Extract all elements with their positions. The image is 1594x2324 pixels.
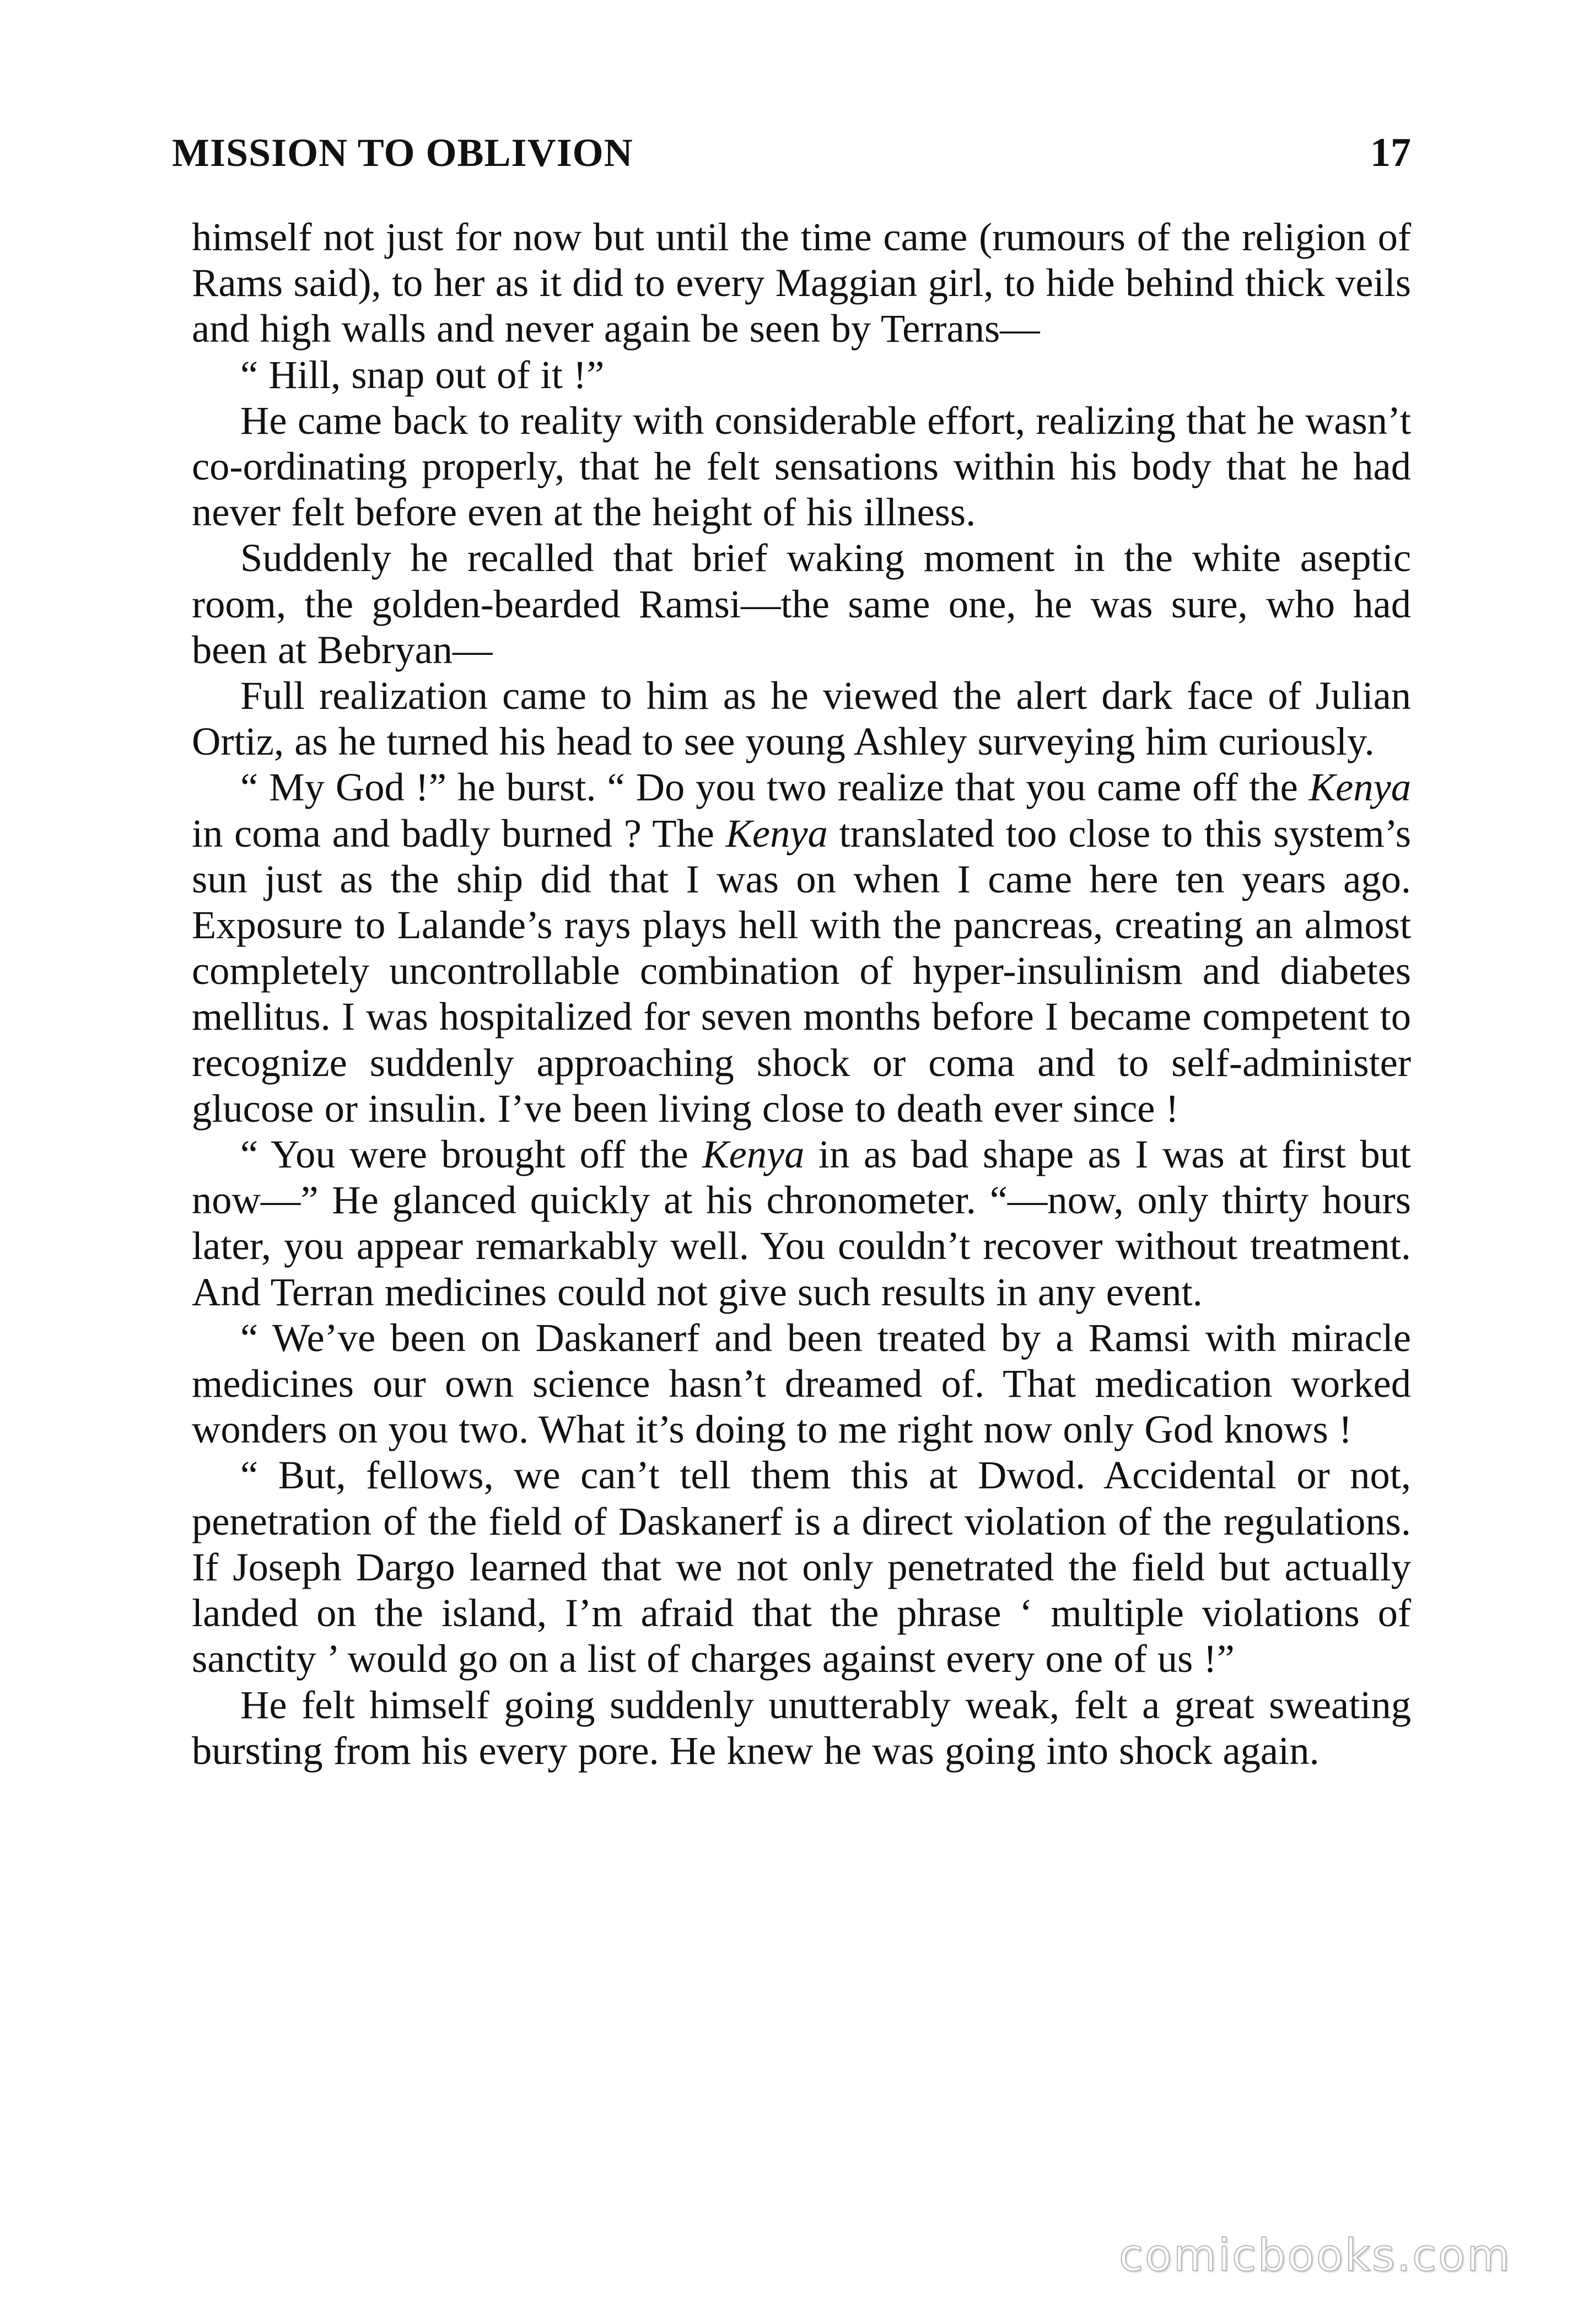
paragraph	[192, 1452, 1411, 1681]
paragraph	[192, 1131, 1411, 1315]
running-title: MISSION TO OBLIVION	[172, 131, 633, 175]
italic-text: Kenya	[702, 1132, 805, 1177]
italic-text: Kenya	[725, 810, 828, 856]
paragraph-text: himself not just for now but until the time came (rumours of the religion of Rams said), to her as it did to every Maggian girl, to hide behind thick veils and high walls and never again be seen by Terrans—	[192, 214, 1411, 351]
paragraph-text: “ You were brought off the	[240, 1132, 703, 1177]
paragraph	[192, 535, 1411, 673]
watermark: comicbooks.com	[1118, 2230, 1511, 2281]
paragraph-text: in coma and badly burned ? The	[192, 810, 726, 856]
paragraph	[192, 397, 1411, 535]
paragraph-text: “ Hill, snap out of it !”	[240, 352, 605, 397]
paragraph	[192, 764, 1411, 1131]
paragraph-text: Suddenly he recalled that brief waking moment in the white aseptic room, the golden-bearded Ramsi—the same one, he was sure, who had been at Bebryan—	[192, 535, 1411, 672]
paragraph-text: in as bad shape as I was at first but now—” He glanced quickly at his chronometer. “—now, only thirty hours later, you appear remarkably well. You couldn’t recover without treatment. And Terran medicines could not give such results in any event.	[192, 1132, 1412, 1314]
paragraph-text: Full realization came to him as he viewed the alert dark face of Julian Ortiz, as he turned his head to see young Ashley surveying him curiously.	[192, 673, 1411, 764]
paragraph-text: He felt himself going suddenly unutterably weak, felt a great sweating bursting from his every pore. He knew he was going into shock again.	[192, 1682, 1411, 1773]
paragraph-text: “ But, fellows, we can’t tell them this at Dwod. Accidental or not, penetration of the field of Daskanerf is a direct violation of the regulations. If Joseph Dargo learned that we not only penetrated the field but actually landed on the island, I’m afraid that the phrase ‘ multiple violations of sanctity ’ would go on a list of charges against every one of us !”	[192, 1452, 1411, 1681]
paragraph	[192, 1682, 1411, 1773]
paragraph	[192, 673, 1411, 764]
page-header	[172, 122, 1411, 183]
paragraph	[192, 352, 1411, 397]
paragraph	[192, 1315, 1411, 1452]
paragraph-text: translated too close to this system’s sun just as the ship did that I was on when I came here ten years ago. Exposure to Lalande’s rays plays hell with the pancreas, creating an almost completely uncontrollable combination of hyper-insulinism and diabetes mellitus. I was hospitalized for seven months before I became competent to recognize suddenly approaching shock or coma and to self-administer glucose or insulin. I’ve been living close to death ever since !	[192, 810, 1411, 1131]
paragraph-text: “ My God !” he burst. “ Do you two realize that you came off the	[240, 765, 1309, 810]
body-text	[192, 214, 1411, 1773]
paragraph	[192, 214, 1411, 352]
paragraph-text: “ We’ve been on Daskanerf and been treated by a Ramsi with miracle medicines our own science hasn’t dreamed of. That medication worked wonders on you two. What it’s doing to me right now only God knows !	[192, 1315, 1411, 1452]
paragraph-text: He came back to reality with considerable effort, realizing that he wasn’t co-ordinating properly, that he felt sensations within his body that he had never felt before even at the height of his illness.	[192, 397, 1411, 535]
italic-text: Kenya	[1308, 765, 1411, 810]
page-number: 17	[1370, 130, 1411, 175]
